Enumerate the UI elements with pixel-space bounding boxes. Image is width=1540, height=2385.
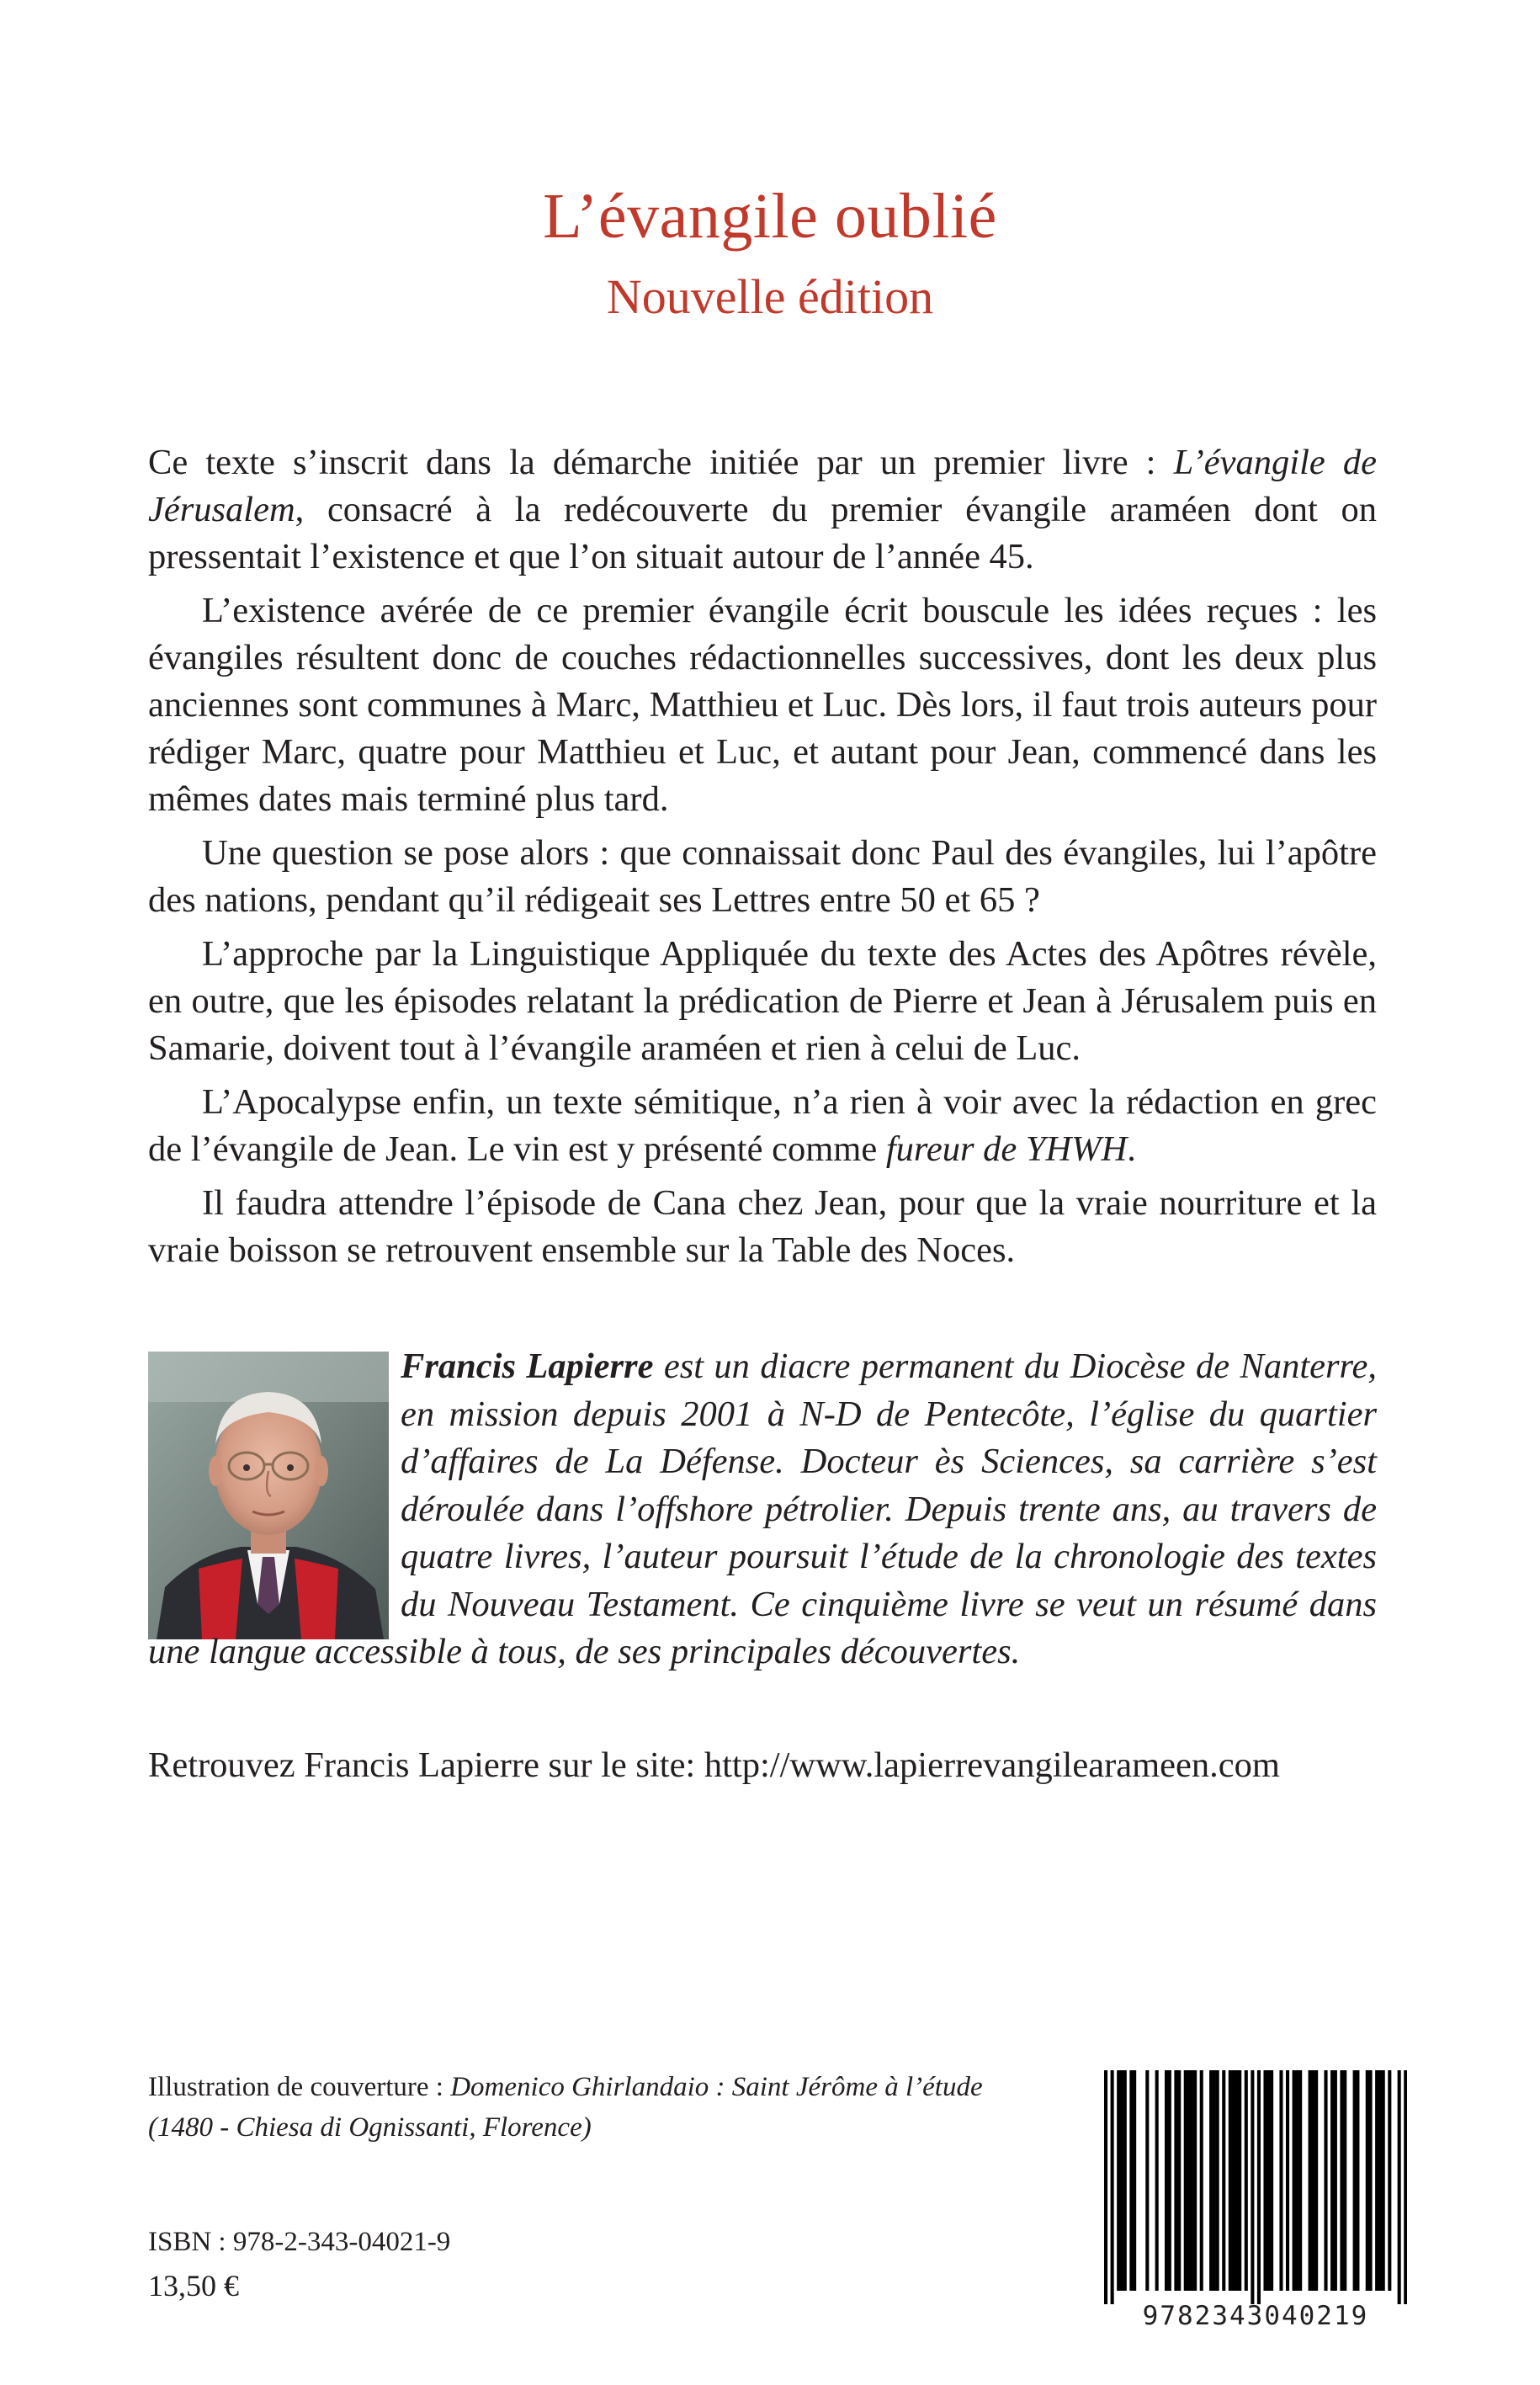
- illustration-credit: Domenico Ghirlandaio : Saint Jérôme à l’étude: [450, 2072, 983, 2102]
- blurb-paragraph: [148, 439, 1377, 581]
- back-cover-blurb: [148, 439, 1377, 1281]
- author-website: Retrouvez Francis Lapierre sur le site: http://www.lapierrevangilearameen.com: [148, 1745, 1280, 1785]
- barcode-bar: [1378, 2070, 1382, 2291]
- blurb-text: , consacré à la redécouverte du premier évangile araméen dont on pressentait l’existence et que l’on situait autour de l’année 45.: [148, 490, 1377, 576]
- barcode-bar: [1229, 2070, 1232, 2291]
- barcode-bar: [1168, 2070, 1171, 2291]
- barcode-bar: [1177, 2070, 1181, 2291]
- barcode-bar: [1155, 2070, 1159, 2291]
- barcode-bar: [1133, 2070, 1136, 2291]
- barcode-bar: [1235, 2070, 1238, 2291]
- barcode-bar: [1193, 2070, 1197, 2291]
- blurb-paragraph: Il faudra attendre l’épisode de Cana chez Jean, pour que la vraie nourriture et la vraie boisson se retrouvent ensemble sur la Table des Noces.: [148, 1183, 1377, 1270]
- author-biography: [148, 1343, 1377, 1676]
- barcode-bar: [1238, 2070, 1241, 2291]
- blurb-paragraph: L’approche par la Linguistique Appliquée du texte des Actes des Apôtres révèle, en outre, que les épisodes relatant la prédication de Pierre et Jean à Jérusalem puis en Samarie, doivent tout à l’évangile araméen et rien à celui de Luc.: [148, 934, 1377, 1068]
- barcode-bar: [1334, 2070, 1337, 2291]
- barcode: [1104, 2070, 1407, 2304]
- illustration-credit-detail: (1480 - Chiesa di Ognissanti, Florence): [148, 2112, 592, 2143]
- barcode-bar: [1120, 2070, 1123, 2291]
- barcode-bar: [1123, 2070, 1127, 2291]
- barcode-bar: [1388, 2070, 1391, 2291]
- barcode-bar: [1257, 2070, 1261, 2304]
- barcode-digits: 9782343040219: [1142, 2301, 1369, 2331]
- barcode-bar: [1267, 2070, 1270, 2291]
- barcode-bar: [1270, 2070, 1273, 2291]
- barcode-bar: [1366, 2070, 1369, 2291]
- barcode-bar: [1398, 2070, 1401, 2304]
- photo-spacer: [148, 1343, 401, 1625]
- barcode-bar: [1286, 2070, 1289, 2291]
- cover-illustration-credit: [148, 2067, 1116, 2148]
- barcode-bar: [1104, 2070, 1107, 2304]
- barcode-bar: [1324, 2070, 1327, 2291]
- barcode-bar: [1369, 2070, 1373, 2291]
- barcode-bar: [1353, 2070, 1357, 2291]
- barcode-bar: [1309, 2070, 1312, 2291]
- barcode-bar: [1190, 2070, 1193, 2291]
- barcode-bar: [1343, 2070, 1346, 2291]
- barcode-bar: [1209, 2070, 1213, 2291]
- barcode-bar: [1187, 2070, 1191, 2291]
- barcode-bar: [1222, 2070, 1225, 2291]
- barcode-bar: [1330, 2070, 1334, 2291]
- barcode-bar: [1129, 2070, 1133, 2291]
- barcode-bar: [1251, 2070, 1254, 2304]
- blurb-emphasis: fureur de YHWH: [885, 1129, 1128, 1169]
- barcode-bar: [1382, 2070, 1385, 2291]
- barcode-bar: [1340, 2070, 1343, 2291]
- blurb-text: .: [1127, 1129, 1136, 1169]
- barcode-bar: [1311, 2070, 1314, 2291]
- blurb-book-reference: L’évangile de Jérusalem: [148, 443, 1377, 529]
- barcode-bar: [1232, 2070, 1235, 2291]
- book-title: L’évangile oublié: [543, 181, 997, 252]
- barcode-bar: [1174, 2070, 1177, 2291]
- barcode-bar: [1314, 2070, 1318, 2291]
- illustration-label: Illustration de couverture :: [148, 2072, 451, 2102]
- barcode-bar: [1293, 2070, 1296, 2291]
- blurb-text: Ce texte s’inscrit dans la démarche initiée par un premier livre :: [148, 443, 1174, 482]
- barcode-bar: [1165, 2070, 1168, 2291]
- barcode-bar: [1213, 2070, 1216, 2291]
- blurb-paragraph: L’existence avérée de ce premier évangile écrit bouscule les idées reçues : les évangiles résultent donc de couches rédactionnelles successives, dont les deux plus anciennes sont communes à Marc, Matthieu et Luc. Dès lors, il faut trois auteurs pour rédiger Marc, quatre pour Matthieu et Luc, et autant pour Jean, commencé dans les mêmes dates mais terminé plus tard.: [148, 591, 1377, 819]
- barcode-bar: [1117, 2070, 1120, 2291]
- book-subtitle: Nouvelle édition: [606, 269, 934, 324]
- blurb-paragraph: Une question se pose alors : que connaissait donc Paul des évangiles, lui l’apôtre des nations, pendant qu’il rédigeait ses Lettres entre 50 et 65 ?: [148, 833, 1377, 920]
- barcode-bar: [1356, 2070, 1359, 2291]
- price: 13,50 €: [148, 2269, 239, 2303]
- author-name: Francis Lapierre: [401, 1347, 654, 1386]
- barcode-bar: [1279, 2070, 1282, 2291]
- barcode-bar: [1404, 2070, 1407, 2304]
- barcode-bar: [1145, 2070, 1149, 2291]
- barcode-bar: [1184, 2070, 1187, 2291]
- barcode-bar: [1298, 2070, 1302, 2291]
- barcode-bar: [1295, 2070, 1298, 2291]
- barcode-bar: [1216, 2070, 1219, 2291]
- author-bio-text: est un diacre permanent du Diocèse de Nanterre, en mission depuis 2001 à N-D de Pentecôte, l’église du quartier d’affaires de La Défense. Docteur ès Sciences, sa carrière s’est déroulée dans l’offshore pétrolier. Depuis trente ans, au travers de quatre livres, l’auteur poursuit l’étude de la chronologie des textes du Nouveau Testament. Ce cinquième livre se veut un résumé dans une langue accessible à tous, de ses principales découvertes.: [148, 1347, 1377, 1671]
- isbn: ISBN : 978-2-343-04021-9: [148, 2227, 451, 2257]
- blurb-paragraph: [148, 1079, 1377, 1173]
- barcode-bar: [1111, 2070, 1114, 2304]
- barcode-bar: [1263, 2070, 1267, 2291]
- blurb-text: L’Apocalypse enfin, un texte sémitique, n’a rien à voir avec la rédaction en grec de l’évangile de Jean. Le vin est y présenté comme: [148, 1082, 1377, 1169]
- barcode-bar: [1200, 2070, 1203, 2291]
- barcode-bar: [1375, 2070, 1378, 2291]
- barcode-bar: [1245, 2070, 1248, 2291]
